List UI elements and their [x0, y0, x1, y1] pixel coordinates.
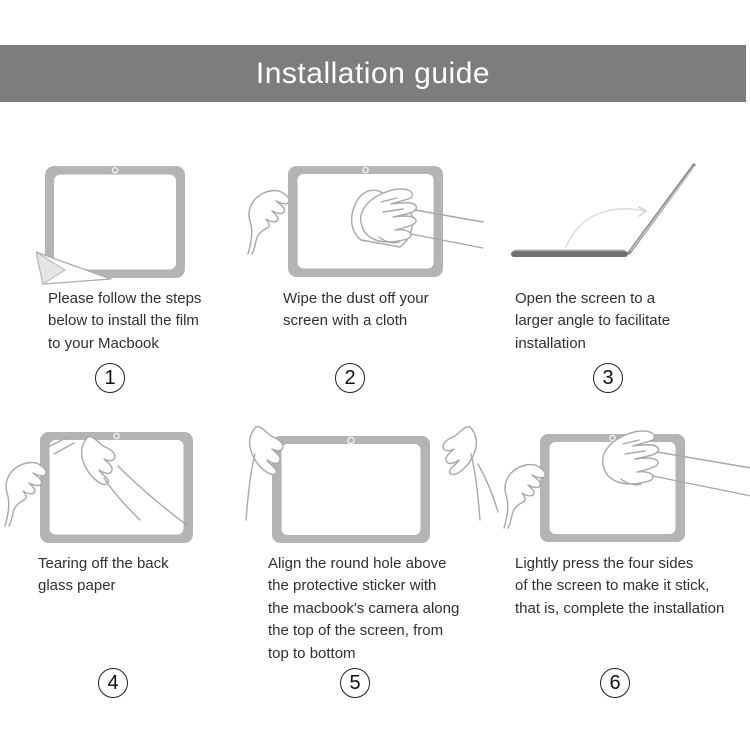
step-6-art — [493, 426, 750, 561]
caption-line: Align the round hole above — [268, 555, 447, 572]
caption-line: top to bottom — [268, 644, 356, 662]
step-2-art — [243, 158, 488, 295]
step-2-number-badge: 2 — [335, 363, 365, 393]
header-banner — [0, 45, 746, 102]
step-1-number-badge: 1 — [95, 363, 125, 393]
step-5-art — [238, 426, 500, 561]
align-film-icon — [238, 426, 500, 556]
caption-line: larger angle to facilitate — [515, 312, 671, 330]
step-3-caption — [515, 288, 670, 355]
step-2-caption — [283, 288, 429, 333]
step-6-number-badge: 6 — [600, 668, 630, 698]
step-4-caption — [38, 553, 169, 598]
caption-line: Wipe the dust off your — [283, 290, 429, 307]
holding-hand — [248, 191, 289, 254]
step-1-art — [36, 158, 188, 295]
page-title: Installation guide — [255, 56, 491, 90]
press-edges-icon — [493, 426, 750, 556]
step-3-art — [508, 162, 713, 272]
wipe-screen-icon — [243, 158, 488, 290]
step-4-art — [0, 424, 240, 561]
caption-line: Open the screen to a — [515, 290, 656, 307]
tear-backing-icon — [0, 424, 240, 556]
caption-line: of the screen to make it stick, — [515, 577, 710, 595]
caption-line: below to install the film — [48, 312, 199, 330]
step-6-caption — [515, 553, 724, 620]
step-5-number-badge: 5 — [340, 668, 370, 698]
pinching-hand — [443, 427, 498, 520]
caption-line: Lightly press the four sides — [515, 555, 694, 572]
caption-line: to your Macbook — [48, 334, 159, 352]
open-laptop-icon — [508, 162, 713, 267]
peel-film-icon — [36, 158, 188, 290]
holding-hand — [504, 465, 545, 528]
caption-line: installation — [515, 334, 586, 352]
caption-line: the protective sticker with — [268, 577, 437, 595]
caption-line: screen with a cloth — [283, 312, 408, 330]
caption-line: Please follow the steps — [48, 290, 202, 307]
step-4-number-badge: 4 — [98, 668, 128, 698]
caption-line: glass paper — [38, 577, 116, 595]
step-3-number-badge: 3 — [593, 363, 623, 393]
caption-line: the top of the screen, from — [268, 622, 444, 640]
caption-line: Tearing off the back — [38, 555, 169, 572]
caption-line: the macbook's camera along — [268, 599, 460, 617]
step-1-caption — [48, 288, 201, 355]
caption-line: that is, complete the installation — [515, 599, 725, 617]
step-5-caption — [268, 553, 459, 665]
